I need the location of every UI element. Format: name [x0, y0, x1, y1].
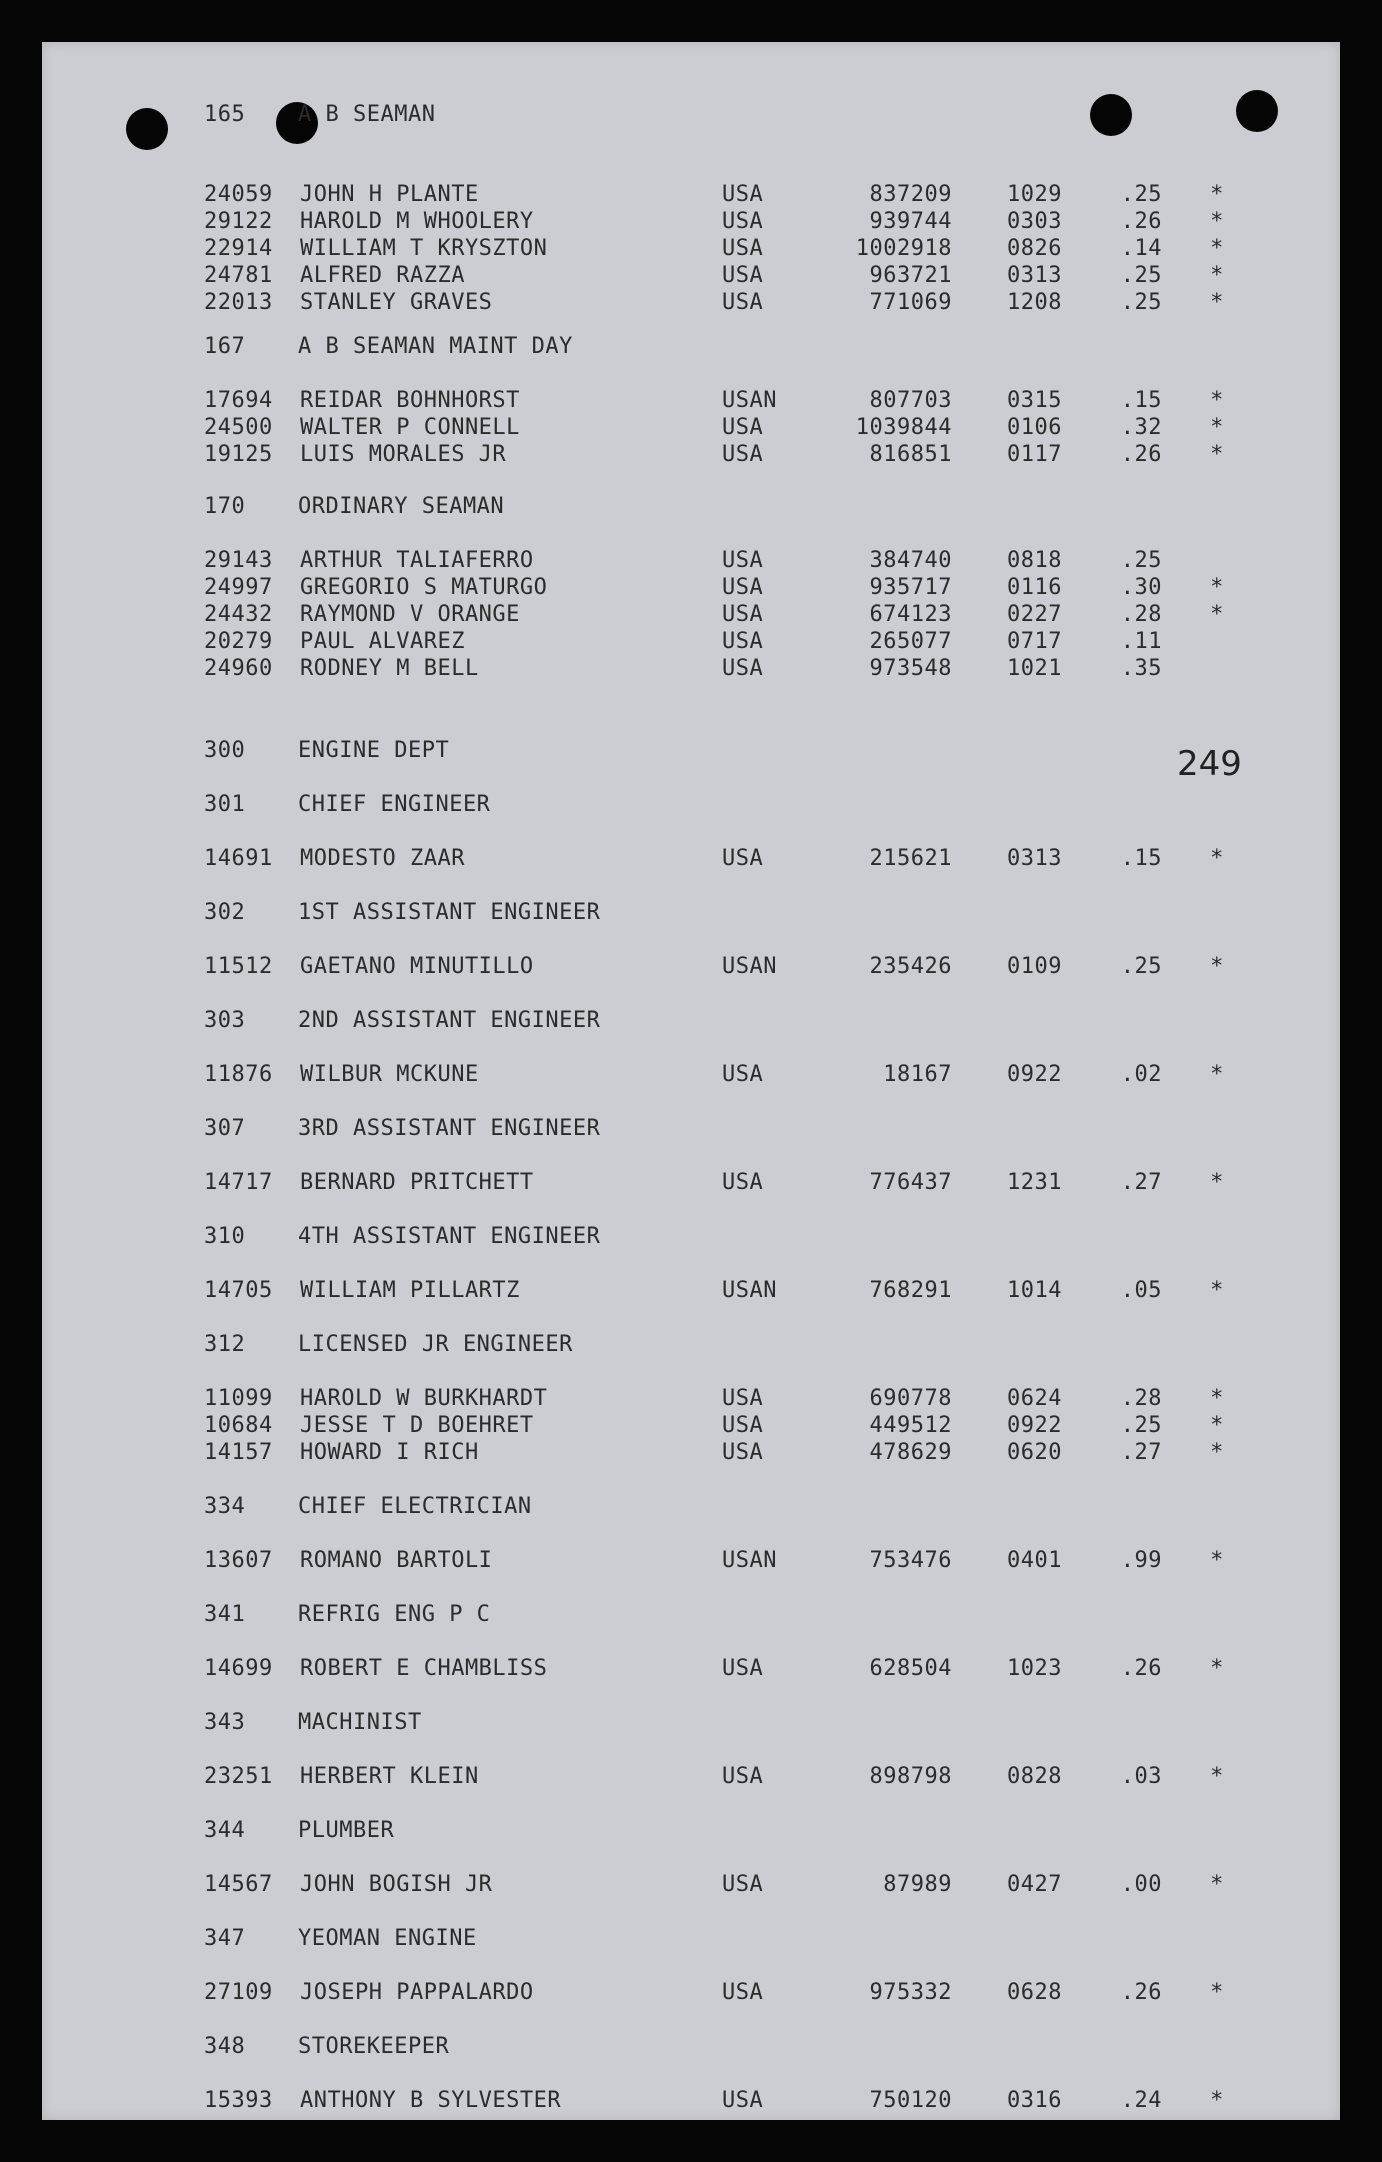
section-header	[42, 1494, 1340, 1520]
crew-name: WILBUR MCKUNE	[300, 1062, 479, 1087]
rate: .15	[1120, 846, 1162, 871]
nationality: USA	[722, 1413, 764, 1438]
crew-list	[42, 42, 1340, 2120]
rate: .25	[1120, 1413, 1162, 1438]
rate: .25	[1120, 290, 1162, 315]
nationality: USAN	[722, 954, 777, 979]
section-title: A B SEAMAN MAINT DAY	[298, 334, 573, 359]
section-code: 167	[204, 334, 246, 359]
asterisk-mark: *	[1210, 290, 1224, 315]
section-header	[42, 792, 1340, 818]
crew-name: STANLEY GRAVES	[300, 290, 493, 315]
asterisk-mark: *	[1210, 1872, 1224, 1897]
crew-row	[42, 182, 1340, 208]
section-code: 307	[204, 1116, 246, 1141]
nationality: USA	[722, 182, 764, 207]
date-code: 0922	[1007, 1413, 1062, 1438]
section-code: 347	[204, 1926, 246, 1951]
crew-id: 17694	[204, 388, 273, 413]
crew-id: 20279	[204, 629, 273, 654]
asterisk-mark: *	[1210, 1062, 1224, 1087]
asterisk-mark: *	[1210, 2088, 1224, 2113]
asterisk-mark: *	[1210, 388, 1224, 413]
date-code: 0315	[1007, 388, 1062, 413]
section-header	[42, 900, 1340, 926]
date-code: 0117	[1007, 442, 1062, 467]
document-number: 935717	[869, 575, 952, 600]
section-title: CHIEF ENGINEER	[298, 792, 491, 817]
crew-id: 15393	[204, 2088, 273, 2113]
crew-name: RODNEY M BELL	[300, 656, 479, 681]
document-number: 18167	[883, 1062, 952, 1087]
nationality: USA	[722, 575, 764, 600]
crew-id: 13607	[204, 1548, 273, 1573]
nationality: USA	[722, 1062, 764, 1087]
rate: .35	[1120, 656, 1162, 681]
date-code: 1021	[1007, 656, 1062, 681]
document-number: 1039844	[855, 415, 952, 440]
nationality: USA	[722, 1656, 764, 1681]
crew-name: ALFRED RAZZA	[300, 263, 465, 288]
section-code: 303	[204, 1008, 246, 1033]
rate: .00	[1120, 1872, 1162, 1897]
document-number: 816851	[869, 442, 952, 467]
crew-id: 14699	[204, 1656, 273, 1681]
document-number: 628504	[869, 1656, 952, 1681]
crew-name: JOSEPH PAPPALARDO	[300, 1980, 534, 2005]
crew-row	[42, 442, 1340, 468]
date-code: 0624	[1007, 1386, 1062, 1411]
date-code: 1029	[1007, 182, 1062, 207]
nationality: USA	[722, 1170, 764, 1195]
document-number: 449512	[869, 1413, 952, 1438]
crew-id: 22013	[204, 290, 273, 315]
section-header	[42, 1332, 1340, 1358]
date-code: 0717	[1007, 629, 1062, 654]
date-code: 1014	[1007, 1278, 1062, 1303]
crew-id: 24059	[204, 182, 273, 207]
asterisk-mark: *	[1210, 442, 1224, 467]
document-number: 837209	[869, 182, 952, 207]
document-number: 975332	[869, 1980, 952, 2005]
section-header	[42, 1224, 1340, 1250]
section-code: 341	[204, 1602, 246, 1627]
crew-id: 11099	[204, 1386, 273, 1411]
nationality: USAN	[722, 1278, 777, 1303]
crew-row	[42, 415, 1340, 441]
asterisk-mark: *	[1210, 263, 1224, 288]
crew-row	[42, 290, 1340, 316]
crew-name: BERNARD PRITCHETT	[300, 1170, 534, 1195]
nationality: USA	[722, 209, 764, 234]
asterisk-mark: *	[1210, 209, 1224, 234]
document-number: 1002918	[855, 236, 952, 261]
nationality: USA	[722, 602, 764, 627]
nationality: USAN	[722, 1548, 777, 1573]
crew-id: 11512	[204, 954, 273, 979]
crew-id: 19125	[204, 442, 273, 467]
crew-row	[42, 263, 1340, 289]
rate: .28	[1120, 1386, 1162, 1411]
date-code: 0620	[1007, 1440, 1062, 1465]
rate: .26	[1120, 1656, 1162, 1681]
document-number: 973548	[869, 656, 952, 681]
section-title: 4TH ASSISTANT ENGINEER	[298, 1224, 601, 1249]
crew-id: 23251	[204, 1764, 273, 1789]
document-number: 807703	[869, 388, 952, 413]
rate: .15	[1120, 388, 1162, 413]
date-code: 0109	[1007, 954, 1062, 979]
section-header	[42, 1008, 1340, 1034]
document-number: 87989	[883, 1872, 952, 1897]
crew-name: ARTHUR TALIAFERRO	[300, 548, 534, 573]
crew-name: HERBERT KLEIN	[300, 1764, 479, 1789]
section-code: 344	[204, 1818, 246, 1843]
date-code: 0106	[1007, 415, 1062, 440]
asterisk-mark: *	[1210, 1548, 1224, 1573]
rate: .25	[1120, 182, 1162, 207]
nationality: USA	[722, 1980, 764, 2005]
crew-row	[42, 1656, 1340, 1682]
crew-row	[42, 1548, 1340, 1574]
document-number: 963721	[869, 263, 952, 288]
crew-row	[42, 1872, 1340, 1898]
date-code: 0116	[1007, 575, 1062, 600]
rate: .26	[1120, 1980, 1162, 2005]
date-code: 0818	[1007, 548, 1062, 573]
crew-row	[42, 1386, 1340, 1412]
crew-id: 24960	[204, 656, 273, 681]
date-code: 1023	[1007, 1656, 1062, 1681]
crew-name: REIDAR BOHNHORST	[300, 388, 520, 413]
nationality: USA	[722, 656, 764, 681]
rate: .26	[1120, 442, 1162, 467]
section-title: YEOMAN ENGINE	[298, 1926, 477, 1951]
section-code: 348	[204, 2034, 246, 2059]
crew-row	[42, 1764, 1340, 1790]
rate: .03	[1120, 1764, 1162, 1789]
crew-name: WALTER P CONNELL	[300, 415, 520, 440]
section-code: 170	[204, 494, 246, 519]
crew-name: RAYMOND V ORANGE	[300, 602, 520, 627]
rate: .30	[1120, 575, 1162, 600]
rate: .99	[1120, 1548, 1162, 1573]
date-code: 0826	[1007, 236, 1062, 261]
date-code: 0427	[1007, 1872, 1062, 1897]
section-title: MACHINIST	[298, 1710, 422, 1735]
section-title: A B SEAMAN	[298, 102, 436, 127]
crew-id: 14705	[204, 1278, 273, 1303]
section-header	[42, 1818, 1340, 1844]
crew-row	[42, 1062, 1340, 1088]
date-code: 0401	[1007, 1548, 1062, 1573]
asterisk-mark: *	[1210, 1170, 1224, 1195]
asterisk-mark: *	[1210, 1980, 1224, 2005]
section-title: 1ST ASSISTANT ENGINEER	[298, 900, 601, 925]
crew-name: ROMANO BARTOLI	[300, 1548, 493, 1573]
section-title: ORDINARY SEAMAN	[298, 494, 505, 519]
rate: .25	[1120, 954, 1162, 979]
crew-id: 14157	[204, 1440, 273, 1465]
crew-row	[42, 388, 1340, 414]
section-title: ENGINE DEPT	[298, 738, 450, 763]
nationality: USA	[722, 1386, 764, 1411]
asterisk-mark: *	[1210, 1440, 1224, 1465]
crew-name: ANTHONY B SYLVESTER	[300, 2088, 562, 2113]
date-code: 0227	[1007, 602, 1062, 627]
asterisk-mark: *	[1210, 1656, 1224, 1681]
date-code: 0313	[1007, 263, 1062, 288]
crew-name: ROBERT E CHAMBLISS	[300, 1656, 548, 1681]
rate: .05	[1120, 1278, 1162, 1303]
rate: .24	[1120, 2088, 1162, 2113]
nationality: USA	[722, 1440, 764, 1465]
crew-name: HOWARD I RICH	[300, 1440, 479, 1465]
section-header	[42, 1710, 1340, 1736]
rate: .25	[1120, 263, 1162, 288]
crew-row	[42, 548, 1340, 574]
section-title: STOREKEEPER	[298, 2034, 450, 2059]
nationality: USA	[722, 1764, 764, 1789]
crew-row	[42, 846, 1340, 872]
document-page	[42, 42, 1340, 2120]
section-title: 3RD ASSISTANT ENGINEER	[298, 1116, 601, 1141]
document-number: 478629	[869, 1440, 952, 1465]
crew-name: LUIS MORALES JR	[300, 442, 507, 467]
nationality: USA	[722, 290, 764, 315]
crew-name: GREGORIO S MATURGO	[300, 575, 548, 600]
crew-id: 29122	[204, 209, 273, 234]
asterisk-mark: *	[1210, 954, 1224, 979]
section-header	[42, 738, 1340, 764]
section-header	[42, 334, 1340, 360]
asterisk-mark: *	[1210, 575, 1224, 600]
crew-name: GAETANO MINUTILLO	[300, 954, 534, 979]
nationality: USA	[722, 629, 764, 654]
crew-row	[42, 209, 1340, 235]
section-code: 334	[204, 1494, 246, 1519]
rate: .28	[1120, 602, 1162, 627]
crew-id: 24781	[204, 263, 273, 288]
section-title: LICENSED JR ENGINEER	[298, 1332, 573, 1357]
crew-name: HAROLD W BURKHARDT	[300, 1386, 548, 1411]
rate: .02	[1120, 1062, 1162, 1087]
document-number: 215621	[869, 846, 952, 871]
rate: .27	[1120, 1170, 1162, 1195]
section-header	[42, 2034, 1340, 2060]
crew-row	[42, 1170, 1340, 1196]
crew-row	[42, 1413, 1340, 1439]
asterisk-mark: *	[1210, 415, 1224, 440]
date-code: 1208	[1007, 290, 1062, 315]
section-code: 301	[204, 792, 246, 817]
crew-id: 24997	[204, 575, 273, 600]
crew-id: 14717	[204, 1170, 273, 1195]
asterisk-mark: *	[1210, 1278, 1224, 1303]
document-number: 939744	[869, 209, 952, 234]
date-code: 0828	[1007, 1764, 1062, 1789]
asterisk-mark: *	[1210, 1764, 1224, 1789]
date-code: 0922	[1007, 1062, 1062, 1087]
crew-id: 22914	[204, 236, 273, 261]
section-title: PLUMBER	[298, 1818, 395, 1843]
document-number: 898798	[869, 1764, 952, 1789]
crew-row	[42, 1980, 1340, 2006]
section-code: 165	[204, 102, 246, 127]
nationality: USA	[722, 1872, 764, 1897]
asterisk-mark: *	[1210, 1413, 1224, 1438]
document-number: 235426	[869, 954, 952, 979]
section-code: 312	[204, 1332, 246, 1357]
document-number: 776437	[869, 1170, 952, 1195]
crew-row	[42, 575, 1340, 601]
document-number: 674123	[869, 602, 952, 627]
crew-id: 11876	[204, 1062, 273, 1087]
crew-name: JESSE T D BOEHRET	[300, 1413, 534, 1438]
crew-row	[42, 236, 1340, 262]
crew-row	[42, 1440, 1340, 1466]
document-number: 753476	[869, 1548, 952, 1573]
rate: .32	[1120, 415, 1162, 440]
section-header	[42, 102, 1340, 128]
rate: .14	[1120, 236, 1162, 261]
section-title: REFRIG ENG P C	[298, 1602, 491, 1627]
asterisk-mark: *	[1210, 182, 1224, 207]
asterisk-mark: *	[1210, 236, 1224, 261]
crew-id: 10684	[204, 1413, 273, 1438]
rate: .25	[1120, 548, 1162, 573]
nationality: USA	[722, 236, 764, 261]
crew-name: WILLIAM T KRYSZTON	[300, 236, 548, 261]
date-code: 1231	[1007, 1170, 1062, 1195]
rate: .27	[1120, 1440, 1162, 1465]
section-title: CHIEF ELECTRICIAN	[298, 1494, 532, 1519]
section-code: 302	[204, 900, 246, 925]
nationality: USA	[722, 263, 764, 288]
nationality: USAN	[722, 388, 777, 413]
page-number: 249	[1177, 744, 1242, 784]
crew-name: PAUL ALVAREZ	[300, 629, 465, 654]
crew-id: 27109	[204, 1980, 273, 2005]
crew-name: WILLIAM PILLARTZ	[300, 1278, 520, 1303]
document-number: 690778	[869, 1386, 952, 1411]
asterisk-mark: *	[1210, 1386, 1224, 1411]
section-code: 310	[204, 1224, 246, 1249]
rate: .26	[1120, 209, 1162, 234]
date-code: 0316	[1007, 2088, 1062, 2113]
document-number: 750120	[869, 2088, 952, 2113]
crew-row	[42, 629, 1340, 655]
section-title: 2ND ASSISTANT ENGINEER	[298, 1008, 601, 1033]
section-header	[42, 1116, 1340, 1142]
nationality: USA	[722, 442, 764, 467]
date-code: 0303	[1007, 209, 1062, 234]
nationality: USA	[722, 846, 764, 871]
asterisk-mark: *	[1210, 846, 1224, 871]
date-code: 0628	[1007, 1980, 1062, 2005]
crew-id: 24500	[204, 415, 273, 440]
crew-id: 14691	[204, 846, 273, 871]
crew-name: JOHN BOGISH JR	[300, 1872, 493, 1897]
crew-id: 29143	[204, 548, 273, 573]
document-number: 771069	[869, 290, 952, 315]
asterisk-mark: *	[1210, 602, 1224, 627]
crew-row	[42, 954, 1340, 980]
crew-name: JOHN H PLANTE	[300, 182, 479, 207]
nationality: USA	[722, 415, 764, 440]
date-code: 0313	[1007, 846, 1062, 871]
section-header	[42, 494, 1340, 520]
crew-name: HAROLD M WHOOLERY	[300, 209, 534, 234]
nationality: USA	[722, 548, 764, 573]
section-code: 343	[204, 1710, 246, 1735]
crew-row	[42, 2088, 1340, 2114]
section-header	[42, 1926, 1340, 1952]
document-number: 384740	[869, 548, 952, 573]
crew-id: 24432	[204, 602, 273, 627]
crew-row	[42, 656, 1340, 682]
section-code: 300	[204, 738, 246, 763]
rate: .11	[1120, 629, 1162, 654]
section-header	[42, 1602, 1340, 1628]
document-number: 768291	[869, 1278, 952, 1303]
document-number: 265077	[869, 629, 952, 654]
crew-row	[42, 1278, 1340, 1304]
crew-id: 14567	[204, 1872, 273, 1897]
nationality: USA	[722, 2088, 764, 2113]
crew-name: MODESTO ZAAR	[300, 846, 465, 871]
crew-row	[42, 602, 1340, 628]
